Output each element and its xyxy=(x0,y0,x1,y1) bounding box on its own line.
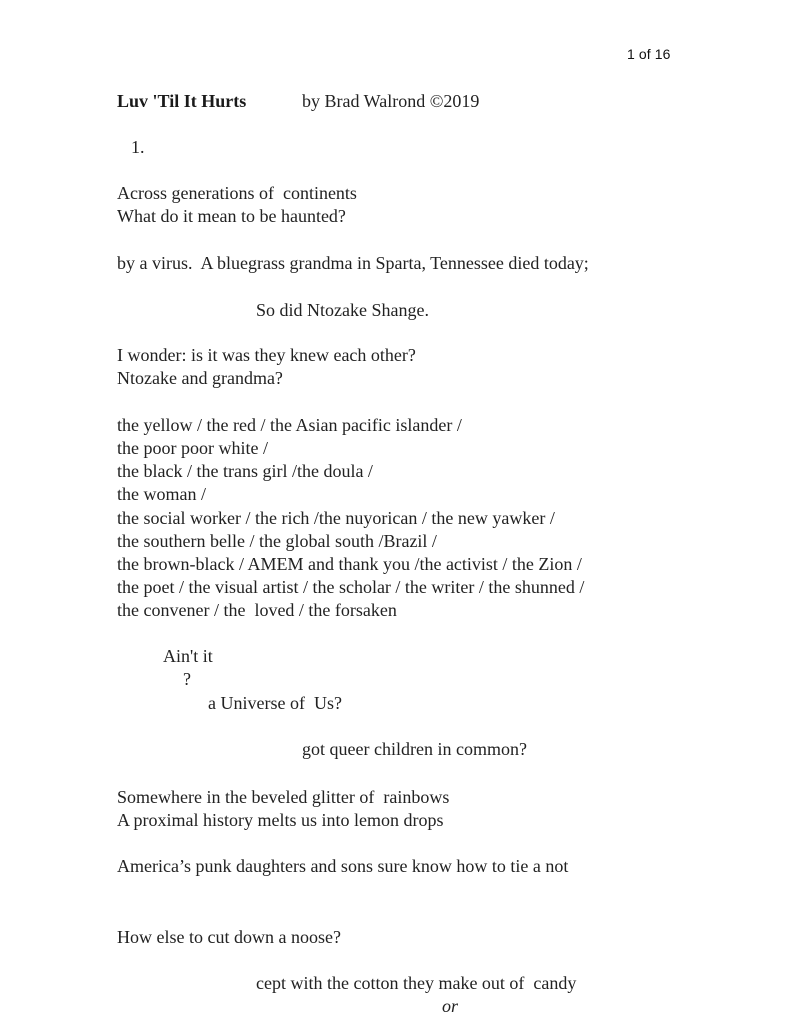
poem-line: Ain't it xyxy=(163,646,213,666)
poem-line: by a virus. A bluegrass grandma in Sparta, Tennessee died today; xyxy=(117,253,589,273)
poem-line: got queer children in common? xyxy=(302,739,527,759)
poem-line: America’s punk daughters and sons sure know how to tie a not xyxy=(117,856,569,876)
poem-line: the southern belle / the global south /Brazil / xyxy=(117,531,437,551)
poem-line: What do it mean to be haunted? xyxy=(117,206,346,226)
poem-byline: by Brad Walrond ©2019 xyxy=(302,91,480,111)
poem-line: the poet / the visual artist / the scholar / the writer / the shunned / xyxy=(117,577,585,597)
poem-line: or xyxy=(442,996,459,1016)
poem-line: the yellow / the red / the Asian pacific islander / xyxy=(117,415,462,435)
poem-line: the social worker / the rich /the nuyorican / the new yawker / xyxy=(117,508,555,528)
poem-line: How else to cut down a noose? xyxy=(117,927,341,947)
poem-line: Somewhere in the beveled glitter of rainbows xyxy=(117,787,450,807)
poem-line: the convener / the loved / the forsaken xyxy=(117,600,397,620)
poem-title: Luv 'Til It Hurts xyxy=(117,91,247,111)
poem-line: I wonder: is it was they knew each other? xyxy=(117,345,416,365)
poem-line: the woman / xyxy=(117,484,206,504)
poem-line: So did Ntozake Shange. xyxy=(256,300,429,320)
poem-line: A proximal history melts us into lemon drops xyxy=(117,810,444,830)
section-number: 1. xyxy=(131,137,145,157)
poem-line: cept with the cotton they make out of candy xyxy=(256,973,577,993)
poem-line: Across generations of continents xyxy=(117,183,357,203)
poem-line: Ntozake and grandma? xyxy=(117,368,283,388)
poem-line: the brown-black / AMEM and thank you /the activist / the Zion / xyxy=(117,554,582,574)
page-indicator: 1 of 16 xyxy=(627,46,671,62)
poem-line: the black / the trans girl /the doula / xyxy=(117,461,373,481)
poem-line: ? xyxy=(183,669,191,689)
poem-line: the poor poor white / xyxy=(117,438,268,458)
poem-line: a Universe of Us? xyxy=(208,693,342,713)
